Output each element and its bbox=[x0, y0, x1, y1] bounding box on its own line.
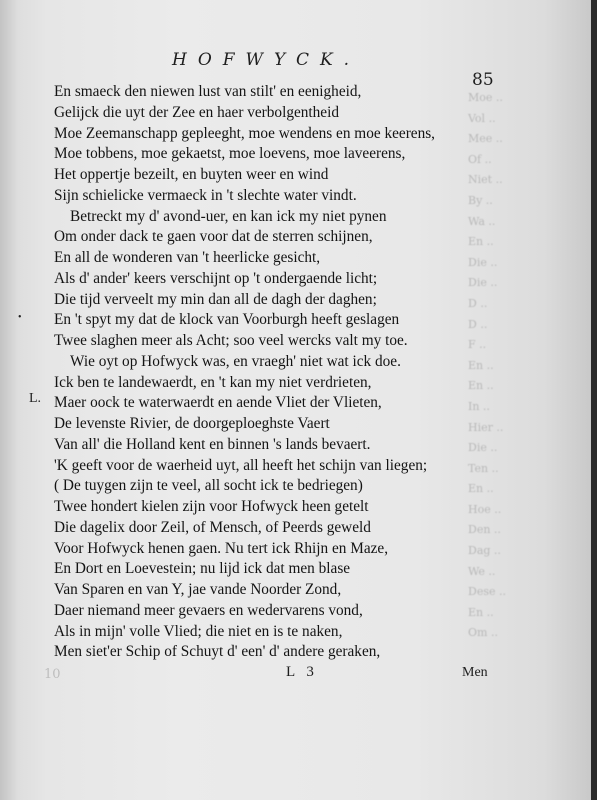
poem-line: Men siet'er Schip of Schuyt d' een' d' andere geraken, bbox=[54, 643, 381, 661]
poem-line: 'K geeft voor de waerheid uyt, all heeft het schijn van liegen; bbox=[54, 456, 428, 474]
poem-line: Als d' ander' keers verschijnt op 't ondergaende licht; bbox=[54, 269, 378, 287]
bleed-line: Wa .. bbox=[468, 214, 496, 228]
poem-line: Voor Hofwyck henen gaen. Nu tert ick Rhijn en Maze, bbox=[54, 539, 389, 557]
margin-mark: L. bbox=[29, 391, 42, 406]
poem-line: Sijn schielicke vermaeck in 't slechte water vindt. bbox=[54, 186, 357, 204]
bleed-line: D .. bbox=[468, 296, 488, 310]
poem-line: Gelijck die uyt der Zee en haer verbolgentheid bbox=[54, 103, 339, 121]
bleed-line: Den .. bbox=[468, 523, 501, 537]
margin-dot: • bbox=[18, 312, 22, 323]
bleed-line: Dese .. bbox=[468, 585, 506, 599]
poem-line: En 't spyt my dat de klock van Voorburgh heeft geslagen bbox=[54, 311, 400, 329]
poem-line: Van Sparen en van Y, jae vande Noorder Zond, bbox=[54, 581, 342, 598]
poem-line: Die tijd verveelt my min dan all de dagh der daghen; bbox=[54, 290, 377, 308]
bleed-line: Of .. bbox=[468, 152, 492, 166]
gutter-shadow bbox=[0, 0, 18, 800]
bleed-line: Moe .. bbox=[468, 91, 503, 104]
bleed-line: We .. bbox=[468, 564, 496, 578]
bleed-line: Niet .. bbox=[468, 173, 503, 187]
signature-mark: L 3 bbox=[286, 664, 318, 680]
bleed-line: En .. bbox=[468, 605, 494, 619]
page-number: 85 bbox=[472, 70, 494, 90]
poem-line: Als in mijn' volle Vlied; die niet en is te naken, bbox=[54, 622, 343, 640]
bleed-through-page-number: 10 bbox=[44, 667, 61, 682]
poem-line: En smaeck den niewen lust van stilt' en eenigheid, bbox=[54, 83, 362, 100]
bleed-line: Hier .. bbox=[468, 420, 504, 434]
running-head: HOFWYCK. bbox=[172, 50, 361, 70]
poem-line: Het oppertje bezeilt, en buyten weer en wind bbox=[54, 166, 329, 183]
poem-body bbox=[54, 82, 504, 663]
poem-line: Van all' die Holland kent en binnen 's lands bevaert. bbox=[54, 435, 371, 453]
bleed-line: En .. bbox=[468, 358, 494, 372]
catchword: Men bbox=[462, 665, 488, 680]
poem-line: Twee slaghen meer als Acht; soo veel wercks valt my toe. bbox=[54, 332, 408, 349]
bleed-line: En .. bbox=[468, 482, 494, 496]
bleed-line: By .. bbox=[468, 193, 493, 207]
poem-line: De levenste Rivier, de doorgeploeghste Vaert bbox=[54, 415, 330, 432]
bleed-line: Die .. bbox=[468, 276, 498, 290]
bleed-line: Om .. bbox=[468, 626, 498, 640]
poem-line: ( De tuygen zijn te veel, all socht ick te bedriegen) bbox=[54, 477, 363, 495]
bleed-line: Ten .. bbox=[468, 461, 499, 475]
poem-line: En all de wonderen van 't heerlicke gesicht, bbox=[54, 249, 321, 266]
bleed-line: D .. bbox=[468, 317, 488, 331]
bleed-line: Die .. bbox=[468, 255, 498, 269]
bleed-line: Vol .. bbox=[468, 111, 496, 125]
bleed-line: Mee .. bbox=[468, 132, 503, 146]
poem-line: Ick ben te landewaerdt, en 't kan my niet verdrieten, bbox=[54, 373, 372, 391]
bleed-line: Hoe .. bbox=[468, 502, 502, 516]
poem-line: Om onder dack te gaen voor dat de sterren schijnen, bbox=[54, 228, 373, 246]
bleed-line: In .. bbox=[468, 399, 490, 413]
poem-line: Maer oock te waterwaerdt en aende Vliet der Vlieten, bbox=[54, 394, 382, 412]
bleed-line: F .. bbox=[468, 338, 487, 352]
poem-line: Twee hondert kielen zijn voor Hofwyck heen getelt bbox=[54, 498, 369, 515]
bleed-line: En .. bbox=[468, 379, 494, 393]
poem-line: En Dort en Loevestein; nu lijd ick dat men blase bbox=[54, 560, 351, 578]
poem-line: Betreckt my d' avond-uer, en kan ick my niet pynen bbox=[70, 207, 387, 225]
poem-line: Moe tobbens, moe gekaetst, moe loevens, moe laveerens, bbox=[54, 145, 406, 163]
poem-line: Die dagelix door Zeil, of Mensch, of Peerds geweld bbox=[54, 518, 371, 536]
bleed-line: Die .. bbox=[468, 441, 498, 455]
poem-line: Wie oyt op Hofwyck was, en vraegh' niet wat ick doe. bbox=[70, 352, 401, 370]
poem-line: Daer niemand meer gevaers en wedervarens vond, bbox=[54, 601, 363, 619]
bleed-line: En .. bbox=[468, 235, 494, 249]
poem-line: Moe Zeemanschapp gepleeght, moe wendens en moe keerens, bbox=[54, 124, 436, 142]
bleed-line: Dag .. bbox=[468, 544, 501, 558]
